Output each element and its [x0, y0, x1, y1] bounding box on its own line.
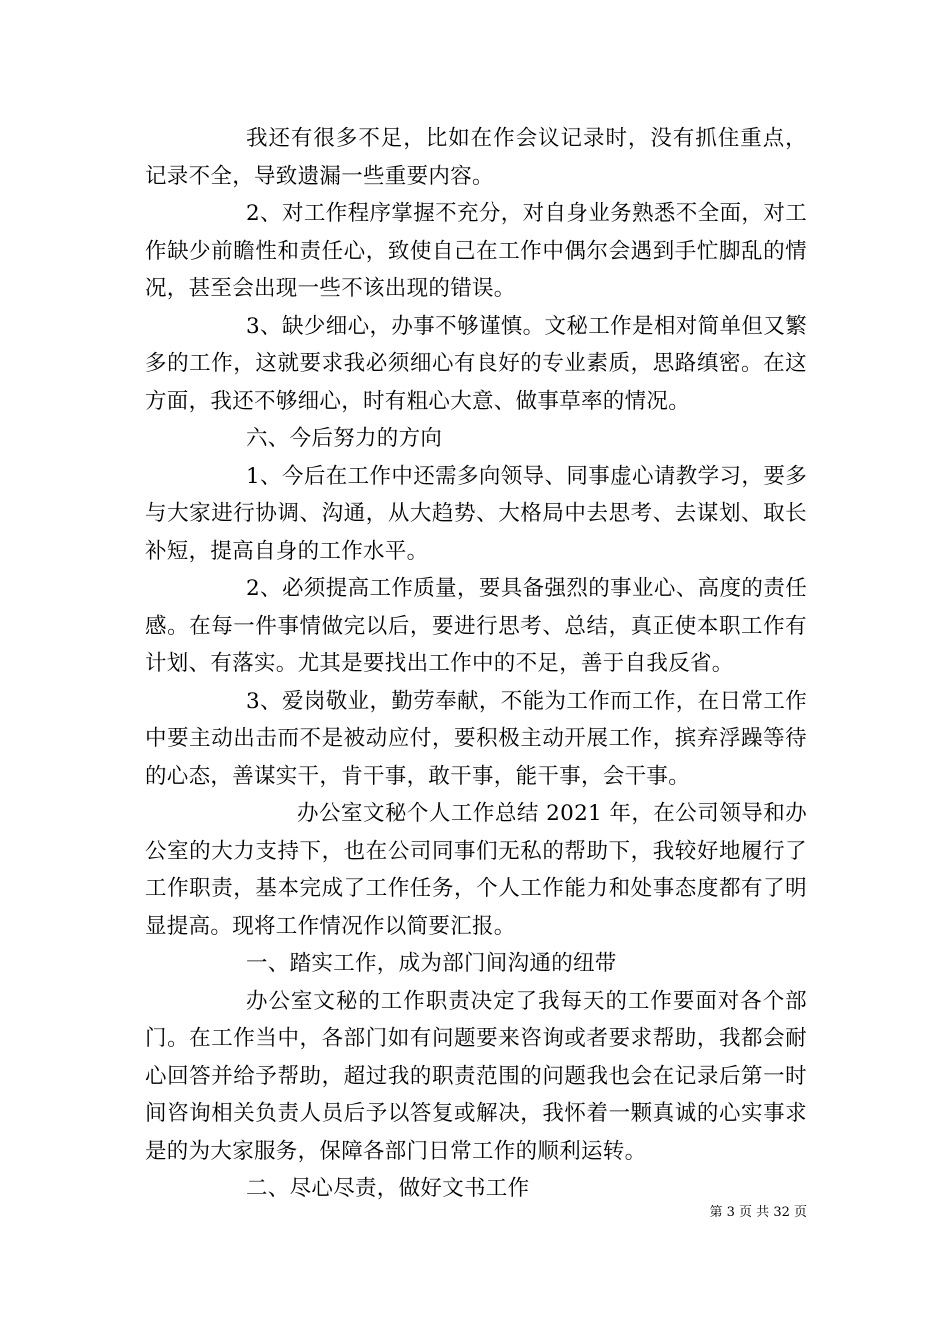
paragraph-6: 2、必须提高工作质量，要具备强烈的事业心、高度的责任感。在每一件事情做完以后，要进行思考、总结，真正使本职工作有计划、有落实。尤其是要找出工作中的不足，善于自我反省。 [145, 576, 807, 676]
paragraph-5: 1、今后在工作中还需多向领导、同事虚心请教学习，要多与大家进行协调、沟通，从大趋势、大格局中去思考、去谋划、取长补短，提高自身的工作水平。 [145, 463, 807, 564]
document-body [145, 120, 807, 1208]
section-heading-2: 二、尽心尽责，做好文书工作 [246, 1176, 530, 1201]
paragraph-2: 2、对工作程序掌握不充分，对自身业务熟悉不全面，对工作缺少前瞻性和责任心，致使自己在工作中偶尔会遇到手忙脚乱的情况，甚至会出现一些不该出现的错误。 [145, 201, 807, 301]
page-number: 第 3 页 共 32 页 [709, 1205, 807, 1220]
paragraph-7: 3、爱岗敬业，勤劳奉献，不能为工作而工作，在日常工作中要主动出击而不是被动应付，要积极主动开展工作，摈弃浮躁等待的心态，善谋实干，肯干事，敢干事，能干事，会干事。 [145, 688, 807, 789]
paragraph-10: 办公室文秘的工作职责决定了我每天的工作要面对各个部门。在工作当中，各部门如有问题要来咨询或者要求帮助，我都会耐心回答并给予帮助，超过我的职责范围的问题我也会在记录后第一时间咨询相关负责人员后予以答复或解决，我怀着一颗真诚的心实事求是的为大家服务，保障各部门日常工作的顺利运转。 [145, 988, 807, 1164]
paragraph-3: 3、缺少细心，办事不够谨慎。文秘工作是相对简单但又繁多的工作，这就要求我必须细心有良好的专业素质，思路缜密。在这方面，我还不够细心，时有粗心大意、做事草率的情况。 [145, 313, 807, 414]
paragraph-1: 我还有很多不足，比如在作会议记录时，没有抓住重点，记录不全，导致遗漏一些重要内容。 [145, 126, 807, 189]
paragraph-8: 办公室文秘个人工作总结 2021 年，在公司领导和办公室的大力支持下，也在公司同事们无私的帮助下，我较好地履行了工作职责，基本完成了工作任务，个人工作能力和处事态度都有了明显提高。现将工作情况作以简要汇报。 [145, 801, 807, 939]
section-heading-1: 一、踏实工作，成为部门间沟通的纽带 [246, 951, 617, 976]
section-heading-6: 六、今后努力的方向 [246, 426, 443, 451]
